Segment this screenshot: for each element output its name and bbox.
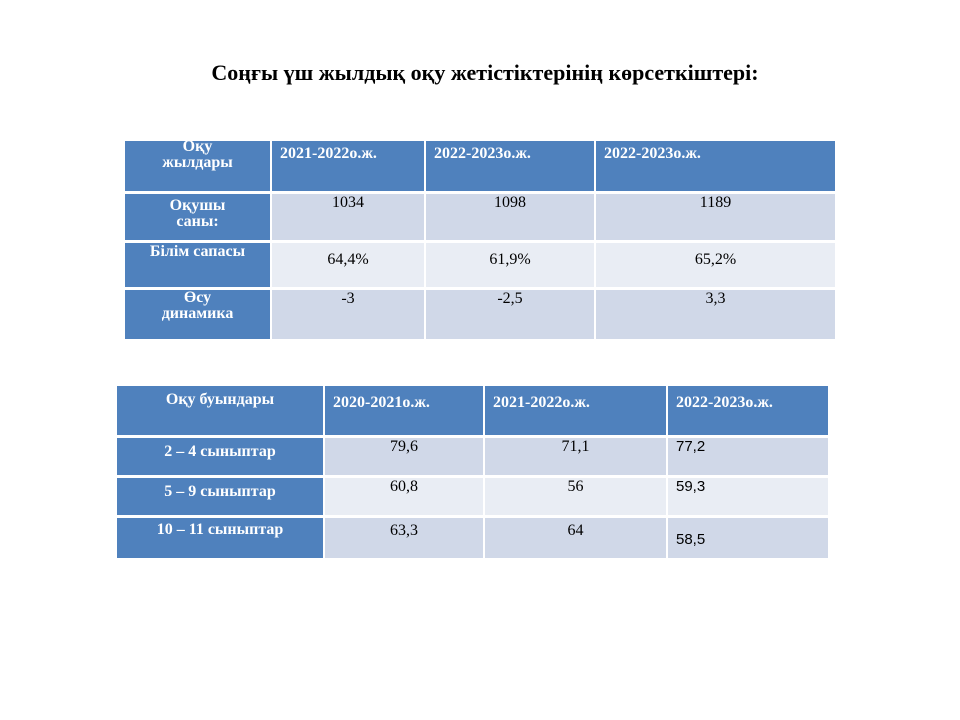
row-label-cell: 5 – 9 сыныптар [117,478,325,518]
header-year-cell: 2022-2023о.ж. [596,141,835,194]
header-stub-cell: Оқу буындары [117,386,325,438]
value-cell: 56 [485,478,668,518]
value-cell: 64 [485,518,668,558]
row-label: Оқушы саны: [169,197,226,230]
page-title: Соңғы үш жылдық оқу жетістіктерінің көрсеткіштері: [211,60,759,85]
table-row [125,243,835,290]
header-year-cell: 2020-2021о.ж. [325,386,485,438]
header-year-cell: 2022-2023о.ж. [668,386,828,438]
table-row [117,438,828,478]
value-cell: 77,2 [668,438,828,478]
value-cell: -2,5 [426,290,596,339]
row-label: Өсу динамика [161,290,234,322]
value-cell: -3 [272,290,426,339]
value-cell: 58,5 [668,518,828,558]
value-cell: 79,6 [325,438,485,478]
value-cell: 59,3 [668,478,828,518]
table-row [125,290,835,339]
table-row [117,518,828,558]
value-cell: 3,3 [596,290,835,339]
value-cell: 1098 [426,194,596,243]
row-label-cell: 2 – 4 сыныптар [117,438,325,478]
value-cell: 61,9% [426,243,596,290]
table-row [125,194,835,243]
row-label-cell [125,290,272,339]
value-cell: 1189 [596,194,835,243]
value-cell: 60,8 [325,478,485,518]
header-stub-cell [125,141,272,194]
value-cell: 71,1 [485,438,668,478]
value-cell: 1034 [272,194,426,243]
value-cell: 63,3 [325,518,485,558]
grade-levels-table [117,386,828,558]
table-header-row [117,386,828,438]
row-label: Білім сапасы [149,243,246,260]
table-row [117,478,828,518]
value-cell: 64,4% [272,243,426,290]
value-cell: 65,2% [596,243,835,290]
header-year-cell: 2021-2022о.ж. [485,386,668,438]
row-label-cell: 10 – 11 сыныптар [117,518,325,558]
header-year-cell: 2021-2022о.ж. [272,141,426,194]
header-year-cell: 2022-2023о.ж. [426,141,596,194]
row-label-cell [125,243,272,290]
academic-years-table [125,141,835,339]
header-stub-label: Оқу жылдары [162,141,233,171]
row-label-cell [125,194,272,243]
table-header-row [125,141,835,194]
